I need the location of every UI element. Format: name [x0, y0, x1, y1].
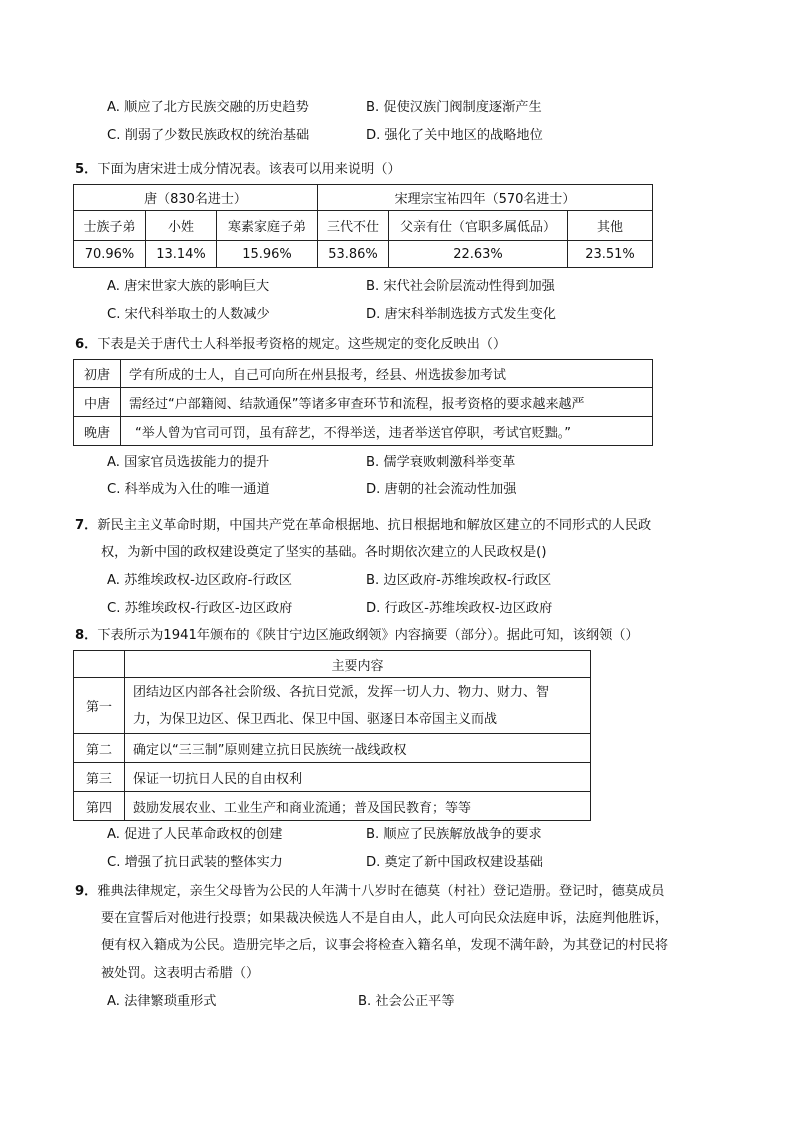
q8-row: [74, 734, 591, 763]
q6-period: 晚唐: [74, 417, 121, 446]
q8-number: 8．: [75, 628, 98, 643]
q5-option-a: A. 唐宋世家大族的影响巨大: [107, 279, 270, 294]
q7-text-1: 新民主主义革命时期，中国共产党在革命根据地、抗日根据地和解放区建立的不同形式的人民政: [97, 518, 652, 533]
q4-option-b: B. 促使汉族门阀制度逐渐产生: [366, 100, 542, 115]
q5-option-d: D. 唐宋科举制选拔方式发生变化: [366, 307, 556, 322]
q7-stem-line-1: [75, 514, 651, 533]
q8-row-line: 团结边区内部各社会阶级、各抗日党派，发挥一切人力、物力、财力、智: [133, 684, 550, 700]
q4-option-d: D. 强化了关中地区的战略地位: [366, 128, 543, 143]
q5-label-5: 父亲有仕（官职多属低品）: [389, 211, 568, 241]
q6-row: [74, 360, 653, 388]
q5-text: 下面为唐宋进士成分情况表。该表可以用来说明（）: [97, 162, 401, 177]
q6-text: 下表是关于唐代士人科举报考资格的规定。这些规定的变化反映出（）: [97, 337, 507, 352]
q5-value-2: 13.14%: [146, 241, 217, 268]
q7-option-a: A. 苏维埃政权-边区政府-行政区: [107, 573, 292, 588]
q6-period: 中唐: [74, 388, 121, 417]
q8-text: 下表所示为1941年颁布的《陕甘宁边区施政纲领》内容摘要（部分）。据此可知，该纲领（）: [97, 628, 639, 643]
q6-option-a: A. 国家官员选拔能力的提升: [107, 455, 270, 470]
q8-row-label: 第二: [74, 734, 125, 763]
q8-row: [74, 678, 591, 734]
q8-header-blank: [74, 651, 125, 678]
q8-table-header: 主要内容: [125, 651, 591, 678]
q5-value-5: 22.63%: [389, 241, 568, 268]
q8-row-label: 第三: [74, 763, 125, 792]
q5-table: [73, 184, 653, 268]
q6-row: [74, 388, 653, 417]
q5-value-3: 15.96%: [217, 241, 318, 268]
q8-option-b: B. 顺应了民族解放战争的要求: [366, 827, 542, 842]
q6-option-c: C. 科举成为入仕的唯一通道: [107, 482, 270, 497]
q5-value-6: 23.51%: [568, 241, 653, 268]
q5-option-b: B. 宋代社会阶层流动性得到加强: [366, 279, 555, 294]
q9-number: 9．: [75, 884, 98, 899]
q6-period: 初唐: [74, 360, 121, 388]
q9-stem-line-2: 要在宣誓后对他进行投票；如果裁决候选人不是自由人，此人可向民众法庭申诉，法庭判他胜诉，: [101, 911, 669, 926]
q6-rule: “举人曾为官司可罚，虽有辞艺，不得举送，违者举送官停职，考试官贬黜。”: [121, 417, 653, 446]
q4-option-c: C. 削弱了少数民族政权的统治基础: [107, 128, 310, 143]
q6-table: [73, 359, 653, 446]
q8-option-c: C. 增强了抗日武装的整体实力: [107, 855, 283, 870]
q9-stem-line-1: [75, 880, 664, 899]
q5-label-3: 寒素家庭子弟: [217, 211, 318, 241]
q8-row-text: 确定以“三三制”原则建立抗日民族统一战线政权: [125, 734, 591, 763]
q5-stem: [75, 158, 401, 177]
q7-number: 7．: [75, 518, 98, 533]
q8-option-a: A. 促进了人民革命政权的创建: [107, 827, 283, 842]
q6-stem: [75, 333, 506, 352]
q5-label-2: 小姓: [146, 211, 217, 241]
q5-option-c: C. 宋代科举取士的人数减少: [107, 307, 270, 322]
q6-number: 6．: [75, 337, 98, 352]
q8-row-line: 力，为保卫边区、保卫西北、保卫中国、驱逐日本帝国主义而战: [133, 711, 498, 727]
q5-label-1: 士族子弟: [74, 211, 146, 241]
q6-option-d: D. 唐朝的社会流动性加强: [366, 482, 517, 497]
q7-stem-line-2: 权，为新中国的政权建设奠定了坚实的基础。各时期依次建立的人民政权是(): [101, 545, 547, 560]
q6-rule: 需经过“户部籍阅、结款通保”等诸多审查环节和流程，报考资格的要求越来越严: [121, 388, 653, 417]
q7-option-c: C. 苏维埃政权-行政区-边区政府: [107, 601, 293, 616]
q5-value-1: 70.96%: [74, 241, 146, 268]
q8-option-d: D. 奠定了新中国政权建设基础: [366, 855, 543, 870]
q9-stem-line-3: 便有权入籍成为公民。造册完毕之后，议事会将检查入籍名单，发现不满年龄，为其登记的村民将: [101, 938, 669, 953]
q8-stem: [75, 624, 639, 643]
q6-rule: 学有所成的士人，自己可向所在州县报考，经县、州选拔参加考试: [121, 360, 653, 388]
q5-tang-header: 唐（830名进士）: [74, 185, 318, 211]
q9-text-1: 雅典法律规定，亲生父母皆为公民的人年满十八岁时在德莫（村社）登记造册。登记时，德莫成员: [97, 884, 665, 899]
q6-option-b: B. 儒学衰败刺激科举变革: [366, 455, 516, 470]
q6-row: [74, 417, 653, 446]
q5-label-6: 其他: [568, 211, 653, 241]
q8-row: [74, 792, 591, 821]
q9-stem-line-4: 被处罚。这表明古希腊（）: [101, 966, 260, 981]
q8-row-text: 鼓励发展农业、工业生产和商业流通；普及国民教育；等等: [125, 792, 591, 821]
q5-label-4: 三代不仕: [318, 211, 389, 241]
q8-table: [73, 650, 591, 821]
q8-row-label: 第一: [74, 678, 125, 734]
q5-value-4: 53.86%: [318, 241, 389, 268]
q8-row-text: [125, 678, 591, 734]
q9-option-a: A. 法律繁琐重形式: [107, 994, 217, 1009]
q5-number: 5．: [75, 162, 98, 177]
q8-row-text: 保证一切抗日人民的自由权利: [125, 763, 591, 792]
q7-option-b: B. 边区政府-苏维埃政权-行政区: [366, 573, 552, 588]
q4-option-a: A. 顺应了北方民族交融的历史趋势: [107, 100, 309, 115]
q8-row-label: 第四: [74, 792, 125, 821]
q7-option-d: D. 行政区-苏维埃政权-边区政府: [366, 601, 553, 616]
q9-option-b: B. 社会公正平等: [358, 994, 455, 1009]
q8-row: [74, 763, 591, 792]
q5-song-header: 宋理宗宝祐四年（570名进士）: [318, 185, 653, 211]
